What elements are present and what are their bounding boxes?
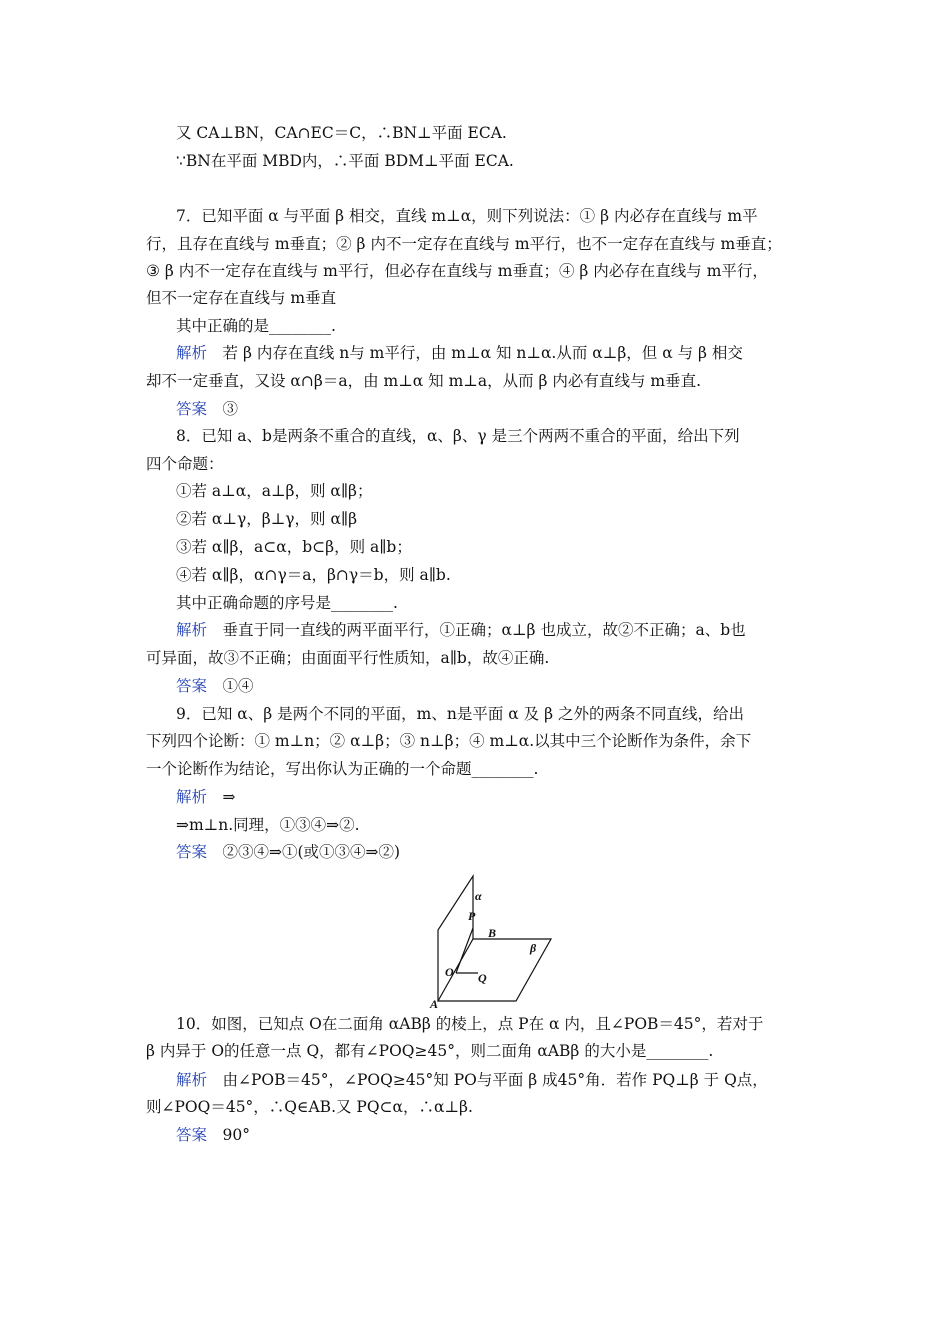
text-line bbox=[146, 648, 810, 668]
answer-line bbox=[176, 842, 810, 862]
analysis-label: 解析 bbox=[176, 344, 208, 362]
line-op bbox=[456, 928, 473, 973]
line-text: 下列四个论断：① m⊥n；② α⊥β；③ n⊥β；④ m⊥α.以其中三个论断作为条件，余下 bbox=[146, 732, 752, 750]
text-line bbox=[146, 1097, 810, 1117]
text-line bbox=[176, 565, 810, 585]
label-alpha: α bbox=[475, 889, 482, 903]
text-line bbox=[176, 206, 810, 226]
plane-alpha-outline bbox=[438, 876, 473, 1001]
analysis-label: 解析 bbox=[176, 1071, 208, 1089]
analysis-line bbox=[176, 787, 810, 807]
label-o: O bbox=[445, 965, 454, 979]
line-text: 10．如图，已知点 O在二面角 αABβ 的棱上，点 P在 α 内，且∠POB＝45°，若对于 bbox=[176, 1015, 764, 1033]
line-text: ∵BN在平面 MBD内，∴平面 BDM⊥平面 ECA. bbox=[176, 152, 514, 170]
text-line bbox=[176, 426, 810, 446]
line-text: 9．已知 α、β 是两个不同的平面，m、n是平面 α 及 β 之外的两条不同直线，给出 bbox=[176, 705, 744, 723]
text-line bbox=[146, 731, 810, 751]
text-line bbox=[176, 509, 810, 529]
line-text: 又 CA⊥BN，CA∩EC＝C，∴BN⊥平面 ECA. bbox=[176, 124, 507, 142]
line-text: 90° bbox=[207, 1126, 250, 1144]
line-text: ②若 α⊥γ，β⊥γ，则 α∥β bbox=[176, 510, 358, 528]
analysis-line bbox=[176, 620, 810, 640]
analysis-label: 解析 bbox=[176, 788, 208, 806]
text-line bbox=[146, 454, 810, 474]
answer-label: 答案 bbox=[176, 677, 208, 695]
text-line bbox=[176, 815, 810, 835]
text-line bbox=[146, 759, 810, 779]
line-text: ③ β 内不一定存在直线与 m平行，但必存在直线与 m垂直；④ β 内必存在直线与 m平行， bbox=[146, 262, 768, 280]
line-text: 则∠POQ＝45°，∴Q∈AB.又 PQ⊂α，∴α⊥β. bbox=[146, 1098, 473, 1116]
text-line bbox=[176, 593, 810, 613]
label-a: A bbox=[430, 997, 439, 1008]
answer-line bbox=[176, 1125, 810, 1145]
label-beta: β bbox=[530, 941, 537, 955]
label-p: P bbox=[468, 909, 476, 923]
line-text: ①④ bbox=[207, 677, 254, 695]
analysis-label: 解析 bbox=[176, 621, 208, 639]
line-text: 一个论断作为结论，写出你认为正确的一个命题________. bbox=[146, 760, 539, 778]
dihedral-angle-figure bbox=[425, 868, 555, 1008]
answer-label: 答案 bbox=[176, 1126, 208, 1144]
text-line bbox=[146, 234, 810, 254]
line-text: β 内异于 O的任意一点 Q，都有∠POQ≥45°，则二面角 αABβ 的大小是________. bbox=[146, 1042, 714, 1060]
line-text: ⇒ bbox=[207, 788, 236, 806]
text-line bbox=[176, 123, 810, 143]
line-text: 7．已知平面 α 与平面 β 相交，直线 m⊥α，则下列说法：① β 内必存在直线与 m平 bbox=[176, 207, 758, 225]
text-line bbox=[176, 704, 810, 724]
line-text: 其中正确的是________. bbox=[176, 317, 336, 335]
line-text: 若 β 内存在直线 n与 m平行，由 m⊥α 知 n⊥α.从而 α⊥β，但 α 与 β 相交 bbox=[207, 344, 743, 362]
line-text: 其中正确命题的序号是________. bbox=[176, 594, 398, 612]
line-text: 却不一定垂直，又设 α∩β＝a，由 m⊥α 知 m⊥a，从而 β 内必有直线与 m垂直. bbox=[146, 372, 701, 390]
answer-line bbox=[176, 399, 810, 419]
text-line bbox=[176, 1014, 810, 1034]
line-text: 由∠POB＝45°，∠POQ≥45°知 PO与平面 β 成45°角．若作 PQ⊥β 于 Q点， bbox=[207, 1071, 768, 1089]
line-text: ①若 a⊥α，a⊥β，则 α∥β； bbox=[176, 482, 373, 500]
text-line bbox=[176, 481, 810, 501]
text-line bbox=[146, 371, 810, 391]
text-line bbox=[146, 1041, 810, 1061]
line-text: ③若 α∥β，a⊂α，b⊂β，则 a∥b； bbox=[176, 538, 412, 556]
text-line bbox=[176, 151, 810, 171]
line-text: ③ bbox=[207, 400, 239, 418]
line-text: 8．已知 a、b是两条不重合的直线，α、β、γ 是三个两两不重合的平面，给出下列 bbox=[176, 427, 740, 445]
text-line bbox=[176, 316, 810, 336]
text-line bbox=[176, 537, 810, 557]
line-text: 但不一定存在直线与 m垂直 bbox=[146, 289, 337, 307]
line-text: ②③④⇒①(或①③④⇒②) bbox=[207, 843, 401, 861]
answer-label: 答案 bbox=[176, 843, 208, 861]
answer-line bbox=[176, 676, 810, 696]
text-line bbox=[146, 288, 810, 308]
analysis-line bbox=[176, 1070, 810, 1090]
line-text: ⇒m⊥n.同理，①③④⇒②. bbox=[176, 816, 360, 834]
line-text: 可异面，故③不正确；由面面平行性质知，a∥b，故④正确. bbox=[146, 649, 550, 667]
line-text: 行，且存在直线与 m垂直；② β 内不一定存在直线与 m平行，也不一定存在直线与 m垂直； bbox=[146, 235, 782, 253]
answer-label: 答案 bbox=[176, 400, 208, 418]
label-b: B bbox=[488, 926, 497, 940]
label-q: Q bbox=[478, 971, 487, 985]
line-text: 四个命题： bbox=[146, 455, 224, 473]
line-text: ④若 α∥β，α∩γ＝a，β∩γ＝b，则 a∥b. bbox=[176, 566, 451, 584]
analysis-line bbox=[176, 343, 810, 363]
line-text: 垂直于同一直线的两平面平行，①正确；α⊥β 也成立，故②不正确；a、b也 bbox=[207, 621, 746, 639]
text-line bbox=[146, 261, 810, 281]
